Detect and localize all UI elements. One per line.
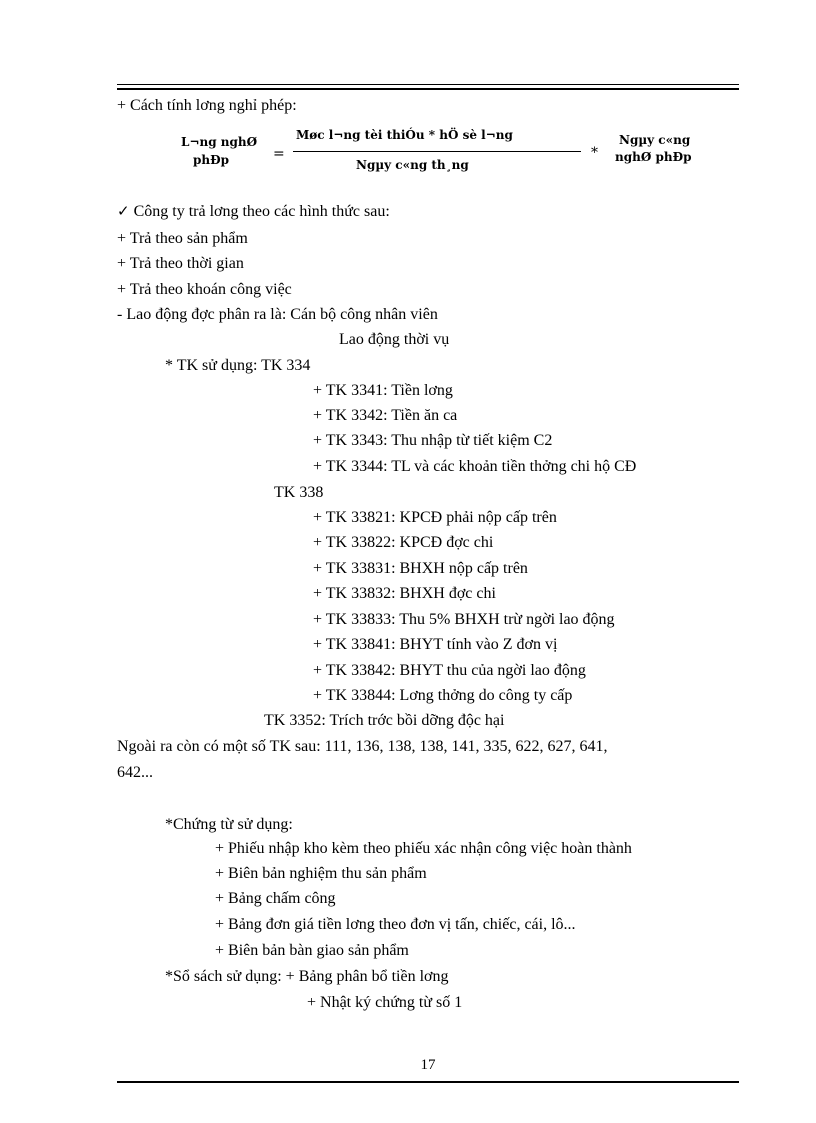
tk-used-heading: * TK sử dụng: TK 334: [165, 357, 311, 374]
form-item: + Trả theo thời gian: [117, 255, 244, 272]
form-item: + Trả theo sản phẩm: [117, 230, 248, 247]
header-rule-thin: [117, 84, 739, 85]
tk338-item: + TK 33844: Lơng thởng do công ty cấp: [313, 687, 573, 704]
voucher-item: + Bảng chấm công: [215, 890, 336, 907]
tk334-item: + TK 3344: TL và các khoản tiền thởng chi hộ CĐ: [313, 458, 637, 475]
form-item: + Trả theo khoán công việc: [117, 281, 292, 298]
tk338-item: + TK 33842: BHYT thu của ngời lao động: [313, 662, 586, 679]
vouchers-heading: *Chứng từ sử dụng:: [165, 816, 293, 833]
voucher-item: + Phiếu nhập kho kèm theo phiếu xác nhận công việc hoàn thành: [215, 840, 632, 857]
tk338-item: + TK 33821: KPCĐ phải nộp cấp trên: [313, 509, 557, 526]
other-accounts-line-continued: 642...: [117, 764, 153, 781]
formula-lhs-line2: phÐp: [193, 153, 229, 167]
formula-numerator: Møc l¬ng tèi thiÓu * hÖ sè l¬ng: [296, 128, 513, 142]
tk3352-line: TK 3352: Trích trớc bồi dỡng độc hại: [264, 712, 505, 729]
formula-denominator: Ngµy c«ng th¸ng: [356, 158, 469, 172]
voucher-item: + Bảng đơn giá tiền lơng theo đơn vị tấn, chiếc, cái, lô...: [215, 916, 576, 933]
tk338-item: + TK 33822: KPCĐ đợc chi: [313, 534, 494, 551]
tk338-item: + TK 33841: BHYT tính vào Z đơn vị: [313, 636, 558, 653]
formula-equals: =: [273, 146, 285, 162]
voucher-item: + Biên bản bàn giao sản phẩm: [215, 942, 409, 959]
header-rule-thick: [117, 88, 739, 90]
formula-times: *: [591, 145, 598, 161]
footer-rule: [117, 1081, 739, 1083]
tk338-item: + TK 33833: Thu 5% BHXH trừ ngời lao động: [313, 611, 615, 628]
checkmark-icon: ✓: [117, 202, 130, 220]
page-number: 17: [420, 1057, 436, 1073]
tk334-item: + TK 3342: Tiền ăn ca: [313, 407, 458, 424]
forms-heading-row: [117, 201, 390, 222]
tk338-item: + TK 33831: BHXH nộp cấp trên: [313, 560, 528, 577]
formula-lhs-line1: L¬ng nghØ: [181, 135, 258, 149]
labor-line-continued: Lao động thời vụ: [339, 331, 450, 348]
tk334-item: + TK 3343: Thu nhập từ tiết kiệm C2: [313, 432, 553, 449]
labor-line: - Lao động đợc phân ra là: Cán bộ công nhân viên: [117, 306, 438, 323]
formula-rhs-line2: nghØ phÐp: [615, 150, 692, 164]
forms-heading: Công ty trả lơng theo các hình thức sau:: [133, 203, 390, 220]
tk338-heading: TK 338: [274, 484, 324, 501]
voucher-item: + Biên bản nghiệm thu sản phẩm: [215, 865, 427, 882]
fraction-bar: [293, 151, 581, 152]
section-title: + Cách tính lơng nghỉ phép:: [117, 97, 297, 114]
formula-rhs-line1: Ngµy c«ng: [619, 133, 691, 147]
other-accounts-line: Ngoài ra còn có một số TK sau: 111, 136, 138, 138, 141, 335, 622, 627, 641,: [117, 738, 608, 755]
tk334-item: + TK 3341: Tiền lơng: [313, 382, 453, 399]
books-line-continued: + Nhật ký chứng từ số 1: [307, 994, 463, 1011]
tk338-item: + TK 33832: BHXH đợc chi: [313, 585, 496, 602]
books-line: *Sổ sách sử dụng: + Bảng phân bổ tiền lơng: [165, 968, 449, 985]
